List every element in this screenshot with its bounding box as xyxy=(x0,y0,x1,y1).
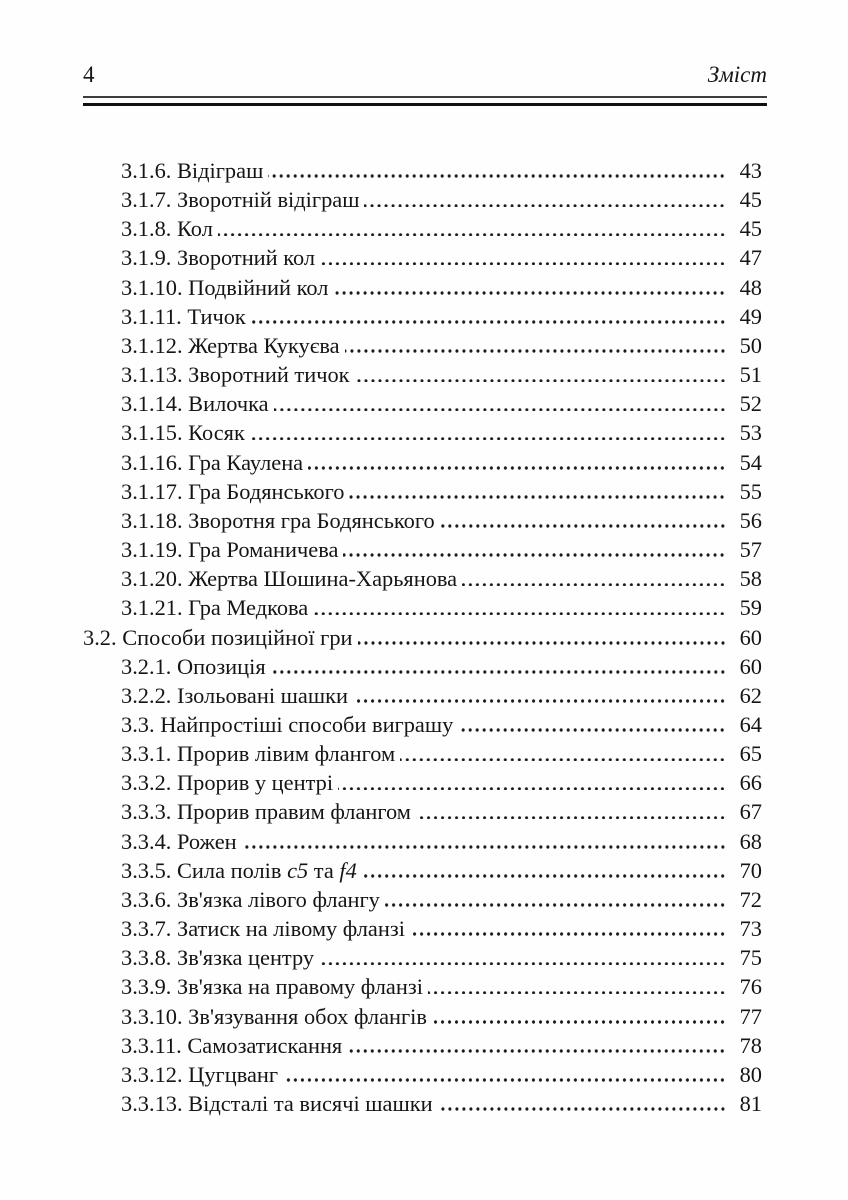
dot-leader xyxy=(428,991,726,995)
toc-entry xyxy=(83,768,762,797)
dot-leader xyxy=(271,670,726,674)
header-rule-thick xyxy=(83,103,767,106)
dot-leader xyxy=(218,233,726,237)
toc-entry-text: 3.3.1. Прорив лівим флангом xyxy=(121,741,396,767)
running-title: Зміст xyxy=(707,62,767,87)
dot-leader xyxy=(458,728,726,732)
toc-entry-page: 54 xyxy=(739,449,762,475)
toc-entry-page: 67 xyxy=(739,799,762,825)
toc-entry-number: 3.1.20. xyxy=(121,566,189,592)
toc-entry-page: 60 xyxy=(739,624,762,650)
dot-leader xyxy=(358,641,726,645)
toc-entry-page: 48 xyxy=(739,274,762,300)
toc-entry-number: 3.3.6. xyxy=(121,886,177,912)
toc-entry-text: 3.1.15. Косяк xyxy=(121,420,245,446)
toc-entry xyxy=(83,972,762,1001)
toc-entry-number: 3.3. xyxy=(121,711,161,737)
toc-entry-text: 3.1.17. Гра Бодянського xyxy=(121,478,345,504)
toc-entry-page: 49 xyxy=(739,303,762,329)
toc-entry-text: 3.3.13. Відсталі та висячі шашки xyxy=(121,1091,433,1116)
toc-entry-text: 3.1.13. Зворотний тичок xyxy=(121,362,350,388)
toc-entry-page: 47 xyxy=(739,245,762,271)
toc-entry-page: 56 xyxy=(739,507,762,533)
header-rule-thin xyxy=(83,96,767,98)
dot-leader xyxy=(416,816,726,820)
toc-entry xyxy=(83,302,762,331)
toc-entry-text: 3.3.12. Цугцванг xyxy=(121,1061,279,1087)
toc-entry-page: 70 xyxy=(739,857,762,883)
dot-leader xyxy=(400,758,726,762)
dot-leader xyxy=(410,932,726,936)
toc-entry xyxy=(83,243,762,272)
toc-entry-number: 3.3.12. xyxy=(121,1061,189,1087)
toc-entry xyxy=(83,885,762,914)
toc-entry-number: 3.1.19. xyxy=(121,537,189,563)
toc-entry xyxy=(83,1031,762,1060)
toc-entry-number: 3.1.14. xyxy=(121,391,189,417)
dot-leader xyxy=(462,583,726,587)
toc-entry xyxy=(83,185,762,214)
dot-leader xyxy=(343,553,726,557)
toc-entry xyxy=(83,797,762,826)
toc-entry xyxy=(83,564,762,593)
toc-entry-page: 60 xyxy=(739,653,762,679)
toc-entry-number: 3.3.1. xyxy=(121,741,177,767)
dot-leader xyxy=(349,495,726,499)
toc-entry-number: 3.1.12. xyxy=(121,332,189,358)
dot-leader xyxy=(308,466,726,470)
toc-entry-text: 3.1.10. Подвійний кол xyxy=(121,274,329,300)
toc-entry-page: 57 xyxy=(739,537,762,563)
toc-entry-number: 3.1.6. xyxy=(121,158,177,183)
toc-entry-page: 64 xyxy=(739,711,762,737)
dot-leader xyxy=(283,1078,726,1082)
dot-leader xyxy=(250,437,726,441)
dot-leader xyxy=(333,291,726,295)
toc-entry-page: 65 xyxy=(739,741,762,767)
toc-entry-text: 3.1.21. Гра Медкова xyxy=(121,595,309,621)
toc-entry-page: 77 xyxy=(739,1003,762,1029)
toc-entry-text: 3.3.11. Самозатискання xyxy=(121,1032,343,1058)
dot-leader xyxy=(362,874,726,878)
toc-entry xyxy=(83,418,762,447)
toc-entry-page: 55 xyxy=(739,478,762,504)
toc-entry-text: 3.3.4. Рожен xyxy=(121,828,237,854)
toc-entry xyxy=(83,214,762,243)
toc-entry-text: 3.3.7. Затиск на лівому фланзі xyxy=(121,916,405,942)
dot-leader xyxy=(274,408,726,412)
toc-entry-number: 3.1.11. xyxy=(121,303,188,329)
toc-entry-number: 3.1.13. xyxy=(121,362,189,388)
toc-entry-number: 3.1.8. xyxy=(121,216,177,242)
toc-entry-text: 3.1.7. Зворотній відіграш xyxy=(121,187,360,213)
toc-entry-text: 3.3.6. Зв'язка лівого флангу xyxy=(121,886,380,912)
toc-entry xyxy=(83,739,762,768)
toc-entry-page: 78 xyxy=(739,1032,762,1058)
toc-entry xyxy=(83,914,762,943)
toc-entry xyxy=(83,360,762,389)
toc-entry-text: 3.2. Способи позиційної гри xyxy=(83,624,353,650)
page-content xyxy=(83,62,767,1118)
toc-entry-text: 3.2.1. Опозиція xyxy=(121,653,266,679)
toc-entry-number: 3.1.10. xyxy=(121,274,189,300)
toc-entry xyxy=(83,652,762,681)
toc-entry-number: 3.1.9. xyxy=(121,245,177,271)
toc-entry-page: 68 xyxy=(739,828,762,854)
toc-entry-number: 3.3.11. xyxy=(121,1032,188,1058)
toc-entry-number: 3.3.3. xyxy=(121,799,177,825)
toc-entry-number: 3.3.9. xyxy=(121,974,177,1000)
toc-entry-page: 80 xyxy=(739,1061,762,1087)
dot-leader xyxy=(320,262,726,266)
toc-entry-text: 3.3.5. Сила полів c5 та f4 xyxy=(121,857,357,883)
toc-entry-text: 3.1.16. Гра Каулена xyxy=(121,449,304,475)
dot-leader xyxy=(364,204,726,208)
toc-entry xyxy=(83,389,762,418)
toc-entry xyxy=(83,448,762,477)
toc-list xyxy=(83,156,767,1118)
toc-entry-page: 59 xyxy=(739,595,762,621)
toc-entry xyxy=(83,331,762,360)
dot-leader xyxy=(345,349,726,353)
toc-entry-number: 3.1.21. xyxy=(121,595,189,621)
toc-entry-text: 3.1.12. Жертва Кукуєва xyxy=(121,332,340,358)
toc-entry xyxy=(83,856,762,885)
toc-entry-page: 62 xyxy=(739,682,762,708)
toc-entry xyxy=(83,623,762,652)
dot-leader xyxy=(385,903,726,907)
toc-entry-page: 45 xyxy=(739,187,762,213)
toc-entry-text: 3.1.19. Гра Романичева xyxy=(121,537,339,563)
toc-entry-text: 3.1.18. Зворотня гра Бодянського xyxy=(121,507,435,533)
toc-entry-text: 3.3.2. Прорив у центрі xyxy=(121,770,334,796)
toc-entry-page: 53 xyxy=(739,420,762,446)
toc-entry xyxy=(83,156,762,185)
toc-entry-number: 3.3.13. xyxy=(121,1091,189,1116)
toc-entry xyxy=(83,593,762,622)
toc-entry xyxy=(83,535,762,564)
dot-leader xyxy=(319,962,726,966)
toc-entry xyxy=(83,681,762,710)
toc-entry-text: 3.3.8. Зв'язка центру xyxy=(121,945,315,971)
page-number: 4 xyxy=(83,62,95,87)
toc-entry xyxy=(83,1002,762,1031)
toc-entry-text: 3.1.6. Відіграш xyxy=(121,158,264,183)
toc-entry-text: 3.1.20. Жертва Шошина-Харьянова xyxy=(121,566,458,592)
toc-entry-page: 43 xyxy=(739,158,762,183)
toc-entry-page: 73 xyxy=(739,916,762,942)
toc-entry-text: 3.3.10. Зв'язування обох флангів xyxy=(121,1003,427,1029)
toc-entry-page: 81 xyxy=(739,1091,762,1116)
dot-leader xyxy=(432,1020,726,1024)
toc-entry-text: 3.2.2. Ізольовані шашки xyxy=(121,682,348,708)
toc-entry xyxy=(83,943,762,972)
toc-entry xyxy=(83,273,762,302)
toc-entry-text: 3.1.11. Тичок xyxy=(121,303,246,329)
toc-entry-number: 3.3.4. xyxy=(121,828,177,854)
toc-entry-page: 45 xyxy=(739,216,762,242)
dot-leader xyxy=(440,524,726,528)
toc-entry-page: 76 xyxy=(739,974,762,1000)
dot-leader xyxy=(355,379,726,383)
toc-entry-number: 3.3.10. xyxy=(121,1003,189,1029)
toc-entry-page: 52 xyxy=(739,391,762,417)
toc-entry-number: 3.2.1. xyxy=(121,653,177,679)
dot-leader xyxy=(438,1107,726,1111)
toc-entry-page: 72 xyxy=(739,886,762,912)
toc-entry-page: 66 xyxy=(739,770,762,796)
toc-entry-text: 3.1.14. Вилочка xyxy=(121,391,269,417)
toc-entry-page: 75 xyxy=(739,945,762,971)
toc-entry-text: 3.3.9. Зв'язка на правому фланзі xyxy=(121,974,423,1000)
toc-entry-text: 3.3. Найпростіші способи виграшу xyxy=(121,711,454,737)
dot-leader xyxy=(353,699,726,703)
toc-entry-number: 3.1.16. xyxy=(121,449,189,475)
toc-entry-text: 3.3.3. Прорив правим флангом xyxy=(121,799,411,825)
toc-entry-number: 3.1.17. xyxy=(121,478,189,504)
dot-leader xyxy=(242,845,726,849)
dot-leader xyxy=(313,612,726,616)
dot-leader xyxy=(251,320,726,324)
toc-entry-number: 3.2.2. xyxy=(121,682,177,708)
toc-entry-page: 51 xyxy=(739,362,762,388)
toc-entry-number: 3.1.7. xyxy=(121,187,177,213)
toc-entry xyxy=(83,506,762,535)
toc-entry-number: 3.3.2. xyxy=(121,770,177,796)
dot-leader xyxy=(338,787,726,791)
toc-entry-number: 3.3.5. xyxy=(121,857,177,883)
toc-entry xyxy=(83,477,762,506)
toc-entry-number: 3.1.15. xyxy=(121,420,189,446)
dot-leader xyxy=(347,1049,726,1053)
toc-entry-number: 3.2. xyxy=(83,624,123,650)
toc-entry xyxy=(83,710,762,739)
toc-entry xyxy=(83,1089,762,1118)
running-header xyxy=(83,62,767,88)
toc-entry-text: 3.1.9. Зворотний кол xyxy=(121,245,316,271)
toc-entry-page: 58 xyxy=(739,566,762,592)
toc-entry-text: 3.1.8. Кол xyxy=(121,216,213,242)
toc-entry xyxy=(83,827,762,856)
dot-leader xyxy=(268,174,726,178)
toc-entry-number: 3.1.18. xyxy=(121,507,189,533)
toc-entry-number: 3.3.7. xyxy=(121,916,177,942)
toc-entry xyxy=(83,1060,762,1089)
toc-entry-page: 50 xyxy=(739,332,762,358)
toc-entry-number: 3.3.8. xyxy=(121,945,177,971)
